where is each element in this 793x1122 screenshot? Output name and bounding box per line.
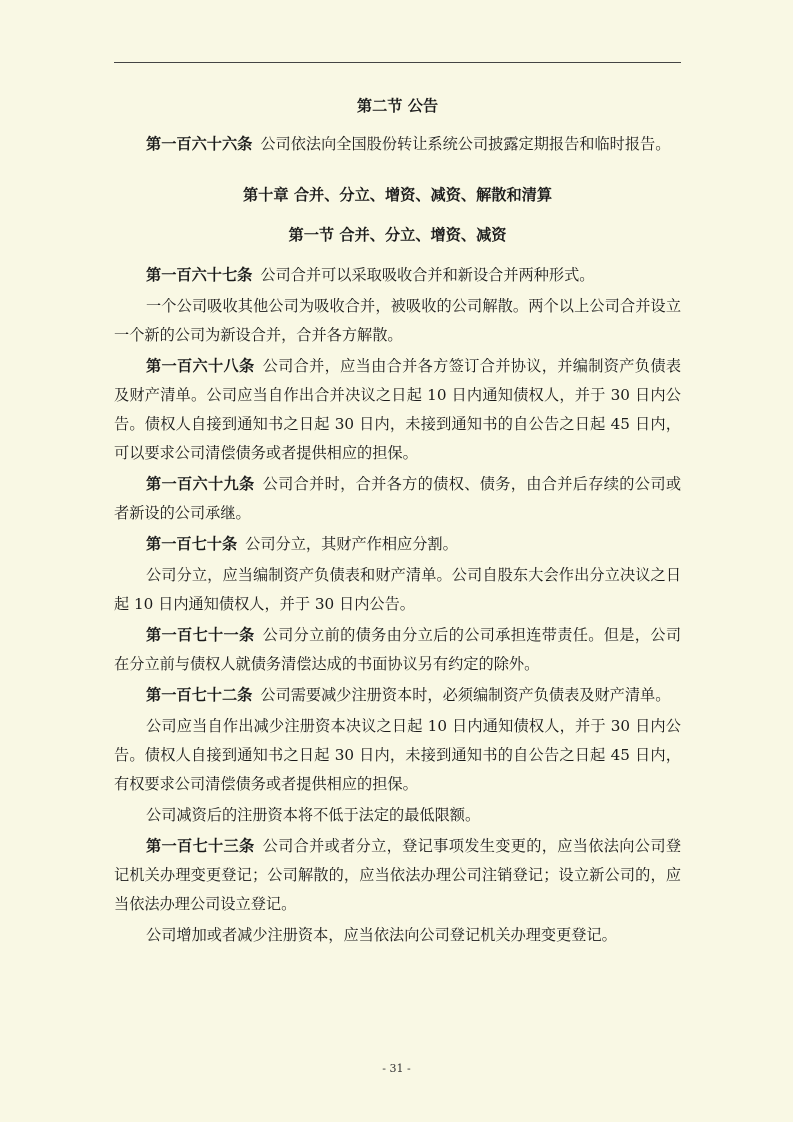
article-text: 公司合并时，合并各方的债权、债务，由合并后存续的公司或者新设的公司承继。 — [114, 475, 682, 522]
article-text: 一个公司吸收其他公司为吸收合并，被吸收的公司解散。两个以上公司合并设立一个新的公司为新设合并，合并各方解散。 — [114, 297, 681, 344]
article-number: 第一百七十三条 — [146, 837, 255, 855]
article-paragraph — [114, 832, 681, 919]
article-number: 第一百六十六条 — [146, 135, 253, 153]
article-number: 第一百七十一条 — [146, 626, 255, 644]
article-text: 公司减资后的注册资本将不低于法定的最低限额。 — [146, 806, 481, 824]
article-text: 公司依法向全国股份转让系统公司披露定期报告和临时报告。 — [260, 135, 671, 153]
article-paragraph — [114, 921, 681, 950]
article-number: 第一百六十七条 — [146, 266, 253, 284]
article-paragraph — [114, 470, 681, 528]
article-paragraph — [114, 712, 681, 799]
article-number: 第一百六十九条 — [146, 475, 255, 493]
page-number: - 31 - — [382, 1062, 411, 1075]
header-rule — [114, 62, 681, 63]
article-paragraph — [114, 561, 681, 619]
article-paragraph — [114, 292, 681, 350]
article-number: 第一百六十八条 — [146, 357, 255, 375]
article-text: 公司增加或者减少注册资本，应当依法向公司登记机关办理变更登记。 — [146, 926, 617, 944]
section-title: 第二节 公告 — [356, 97, 439, 115]
article-paragraph — [114, 130, 681, 159]
article-text: 公司分立，其财产作相应分割。 — [245, 535, 458, 553]
article-text: 公司合并可以采取吸收合并和新设合并两种形式。 — [260, 266, 595, 284]
article-paragraph — [114, 530, 681, 559]
article-text: 公司合并或者分立，登记事项发生变更的，应当依法向公司登记机关办理变更登记；公司解散的，应当依法办理公司注销登记；设立新公司的，应当依法办理公司设立登记。 — [114, 837, 682, 913]
article-number: 第一百七十条 — [146, 535, 238, 553]
article-text: 公司分立，应当编制资产负债表和财产清单。公司自股东大会作出分立决议之日起 10 日内通知债权人，并于 30 日内公告。 — [114, 566, 681, 613]
article-text: 公司应当自作出减少注册资本决议之日起 10 日内通知债权人，并于 30 日内公告。债权人自接到通知书之日起 30 日内，未接到通知书的自公告之日起 45 日内，有权要求公司清偿债务或者提供相应的担保。 — [114, 717, 681, 793]
article-paragraph — [114, 261, 681, 290]
article-paragraph — [114, 681, 681, 710]
article-paragraph — [114, 352, 681, 468]
article-number: 第一百七十二条 — [146, 686, 253, 704]
chapter-title: 第十章 合并、分立、增资、减资、解散和清算 — [242, 186, 553, 204]
article-text: 公司分立前的债务由分立后的公司承担连带责任。但是，公司在分立前与债权人就债务清偿达成的书面协议另有约定的除外。 — [114, 626, 682, 673]
article-text: 公司需要减少注册资本时，必须编制资产负债表及财产清单。 — [260, 686, 671, 704]
section-title: 第一节 合并、分立、增资、减资 — [288, 226, 507, 244]
article-text: 公司合并，应当由合并各方签订合并协议，并编制资产负债表及财产清单。公司应当自作出合并决议之日起 10 日内通知债权人，并于 30 日内公告。债权人自接到通知书之日起 30 日内，未接到通知书的自公告之日起 45 日内，可以要求公司清偿债务或者提供相应的担保。 — [114, 357, 682, 462]
article-paragraph — [114, 801, 681, 830]
document-body — [114, 92, 681, 952]
article-paragraph — [114, 621, 681, 679]
